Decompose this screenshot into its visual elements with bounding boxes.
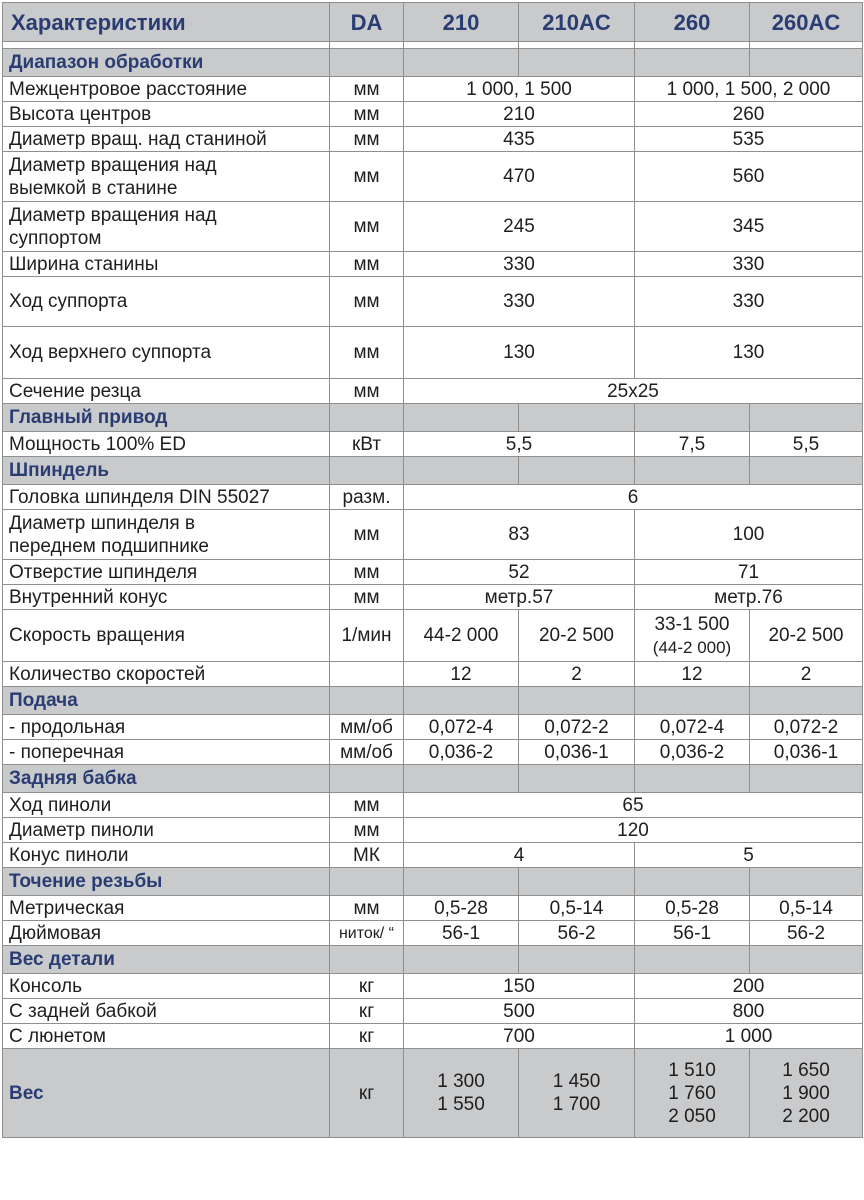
- row-unit: мм: [330, 585, 404, 610]
- row-label: Дюймовая: [3, 921, 330, 946]
- value-cell: 0,072-2: [750, 715, 863, 740]
- value-cell: 4: [404, 843, 635, 868]
- row-label: С люнетом: [3, 1024, 330, 1049]
- value-cell: 52: [404, 560, 635, 585]
- value-cell: 7,5: [635, 432, 750, 457]
- section-row: [3, 457, 863, 485]
- section-row: [3, 687, 863, 715]
- value-cell: 25x25: [404, 379, 863, 404]
- value-cell: 1 000: [635, 1024, 863, 1049]
- weight-row: [3, 1049, 863, 1138]
- row-label: - продольная: [3, 715, 330, 740]
- row-unit: мм: [330, 77, 404, 102]
- row-label: Мощность 100% ED: [3, 432, 330, 457]
- spacer-row: [3, 42, 863, 49]
- row-label: Скорость вращения: [3, 610, 330, 662]
- value-cell: 120: [404, 818, 863, 843]
- value-cell: 0,072-2: [519, 715, 635, 740]
- row-unit: кг: [330, 1049, 404, 1138]
- section-row: [3, 765, 863, 793]
- value-cell: 0,036-1: [750, 740, 863, 765]
- row-label: [3, 202, 330, 252]
- value-line: 33-1 500: [654, 613, 730, 635]
- table-row: [3, 510, 863, 560]
- value-line: (44-2 000): [652, 637, 732, 657]
- value-cell: 12: [635, 662, 750, 687]
- value-cell: 83: [404, 510, 635, 560]
- section-title: Точение резьбы: [3, 868, 330, 896]
- weight-label: Вес: [3, 1049, 330, 1138]
- row-unit: кВт: [330, 432, 404, 457]
- section-row: [3, 946, 863, 974]
- row-unit: мм: [330, 202, 404, 252]
- value-cell: 56-2: [750, 921, 863, 946]
- value-cell: 435: [404, 127, 635, 152]
- table-row: [3, 432, 863, 457]
- table-row: [3, 585, 863, 610]
- header-model-210ac: 210AC: [519, 3, 635, 42]
- value-cell: 700: [404, 1024, 635, 1049]
- row-unit: кг: [330, 999, 404, 1024]
- value-cell: 0,5-14: [519, 896, 635, 921]
- section-title: Диапазон обработки: [3, 49, 330, 77]
- value-cell: 500: [404, 999, 635, 1024]
- value-cell: 330: [404, 277, 635, 327]
- row-label: С задней бабкой: [3, 999, 330, 1024]
- value-cell: 0,036-2: [635, 740, 750, 765]
- table-row: [3, 77, 863, 102]
- value-line: 2 050: [668, 1105, 716, 1127]
- table-row: [3, 662, 863, 687]
- table-row: [3, 715, 863, 740]
- value-cell: метр.57: [404, 585, 635, 610]
- row-unit: ниток/ “: [330, 921, 404, 946]
- row-unit: мм/об: [330, 715, 404, 740]
- table-row: [3, 1024, 863, 1049]
- row-label: Диаметр вращ. над станиной: [3, 127, 330, 152]
- value-line: 1 450: [552, 1071, 601, 1092]
- value-line: 2 200: [782, 1105, 830, 1127]
- row-unit: мм: [330, 510, 404, 560]
- table-row: [3, 127, 863, 152]
- section-row: [3, 49, 863, 77]
- value-cell: 56-1: [635, 921, 750, 946]
- row-unit: мм: [330, 560, 404, 585]
- table-row: [3, 560, 863, 585]
- value-cell: 0,036-2: [404, 740, 519, 765]
- table-row: [3, 843, 863, 868]
- header-unit: DA: [330, 3, 404, 42]
- value-cell: 130: [635, 327, 863, 379]
- value-cell: 20-2 500: [519, 610, 635, 662]
- row-label: Межцентровое расстояние: [3, 77, 330, 102]
- value-cell: 5,5: [404, 432, 635, 457]
- value-cell: 5,5: [750, 432, 863, 457]
- section-title: Задняя бабка: [3, 765, 330, 793]
- row-unit: мм: [330, 379, 404, 404]
- value-cell: 535: [635, 127, 863, 152]
- header-model-210: 210: [404, 3, 519, 42]
- row-label: Метрическая: [3, 896, 330, 921]
- row-label: Диаметр пиноли: [3, 818, 330, 843]
- value-cell: [635, 1049, 750, 1138]
- table-row: [3, 152, 863, 202]
- row-label: Головка шпинделя DIN 55027: [3, 485, 330, 510]
- row-label: Высота центров: [3, 102, 330, 127]
- value-cell: 260: [635, 102, 863, 127]
- value-line: 1 510: [668, 1059, 716, 1081]
- value-line: 1 700: [552, 1094, 601, 1115]
- row-label: [3, 152, 330, 202]
- value-cell: 56-1: [404, 921, 519, 946]
- row-label: Отверстие шпинделя: [3, 560, 330, 585]
- value-cell: 1 000, 1 500: [404, 77, 635, 102]
- value-cell: 345: [635, 202, 863, 252]
- row-label: - поперечная: [3, 740, 330, 765]
- row-unit: [330, 662, 404, 687]
- row-unit: мм: [330, 252, 404, 277]
- row-unit: кг: [330, 974, 404, 999]
- value-cell: 210: [404, 102, 635, 127]
- value-cell: [750, 1049, 863, 1138]
- table-row: [3, 740, 863, 765]
- value-cell: 71: [635, 560, 863, 585]
- value-cell: 6: [404, 485, 863, 510]
- row-unit: МК: [330, 843, 404, 868]
- section-title: Шпиндель: [3, 457, 330, 485]
- row-unit: мм: [330, 327, 404, 379]
- row-label: Ход суппорта: [3, 277, 330, 327]
- section-row: [3, 868, 863, 896]
- row-label: Консоль: [3, 974, 330, 999]
- value-cell: 0,036-1: [519, 740, 635, 765]
- value-cell: 1 000, 1 500, 2 000: [635, 77, 863, 102]
- row-label: Количество скоростей: [3, 662, 330, 687]
- value-cell: 130: [404, 327, 635, 379]
- value-cell: 330: [404, 252, 635, 277]
- row-unit: мм: [330, 152, 404, 202]
- value-cell: 12: [404, 662, 519, 687]
- label-line: выемкой в станине: [9, 177, 178, 199]
- table-row: [3, 485, 863, 510]
- label-line: Диаметр вращения над: [9, 154, 217, 176]
- value-cell: 100: [635, 510, 863, 560]
- header-row: [3, 3, 863, 42]
- value-cell: 560: [635, 152, 863, 202]
- value-cell: 0,5-28: [635, 896, 750, 921]
- label-line: суппортом: [9, 227, 102, 249]
- value-cell: 56-2: [519, 921, 635, 946]
- table-row: [3, 327, 863, 379]
- row-unit: мм: [330, 127, 404, 152]
- value-cell: [519, 1049, 635, 1138]
- table-row: [3, 974, 863, 999]
- value-cell: 2: [519, 662, 635, 687]
- value-cell: 150: [404, 974, 635, 999]
- value-cell: метр.76: [635, 585, 863, 610]
- row-label: Ход верхнего суппорта: [3, 327, 330, 379]
- table-row: [3, 102, 863, 127]
- row-label: Сечение резца: [3, 379, 330, 404]
- row-label: Ход пиноли: [3, 793, 330, 818]
- table-row: [3, 379, 863, 404]
- row-unit: мм: [330, 102, 404, 127]
- value-cell: 20-2 500: [750, 610, 863, 662]
- value-cell: 44-2 000: [404, 610, 519, 662]
- table-row: [3, 896, 863, 921]
- value-cell: 800: [635, 999, 863, 1024]
- label-line: Диаметр вращения над: [9, 204, 217, 226]
- value-line: 1 900: [782, 1082, 830, 1104]
- spec-table: [2, 2, 863, 1138]
- row-unit: 1/мин: [330, 610, 404, 662]
- value-cell: 65: [404, 793, 863, 818]
- row-unit: мм: [330, 277, 404, 327]
- table-row: [3, 277, 863, 327]
- value-cell: 0,072-4: [635, 715, 750, 740]
- row-unit: кг: [330, 1024, 404, 1049]
- row-unit: мм/об: [330, 740, 404, 765]
- value-cell: 470: [404, 152, 635, 202]
- value-cell: 245: [404, 202, 635, 252]
- value-cell: 200: [635, 974, 863, 999]
- table-row: [3, 818, 863, 843]
- table-row: [3, 999, 863, 1024]
- row-unit: мм: [330, 818, 404, 843]
- value-line: 1 650: [782, 1059, 830, 1081]
- header-model-260: 260: [635, 3, 750, 42]
- row-label: Ширина станины: [3, 252, 330, 277]
- value-cell: 330: [635, 252, 863, 277]
- row-unit: мм: [330, 896, 404, 921]
- value-cell: [635, 610, 750, 662]
- header-characteristics: Характеристики: [3, 3, 330, 42]
- table-row: [3, 793, 863, 818]
- section-title: Главный привод: [3, 404, 330, 432]
- value-line: 1 300: [437, 1071, 485, 1092]
- row-label: Внутренний конус: [3, 585, 330, 610]
- value-cell: 0,5-14: [750, 896, 863, 921]
- label-line: переднем подшипнике: [9, 535, 209, 557]
- row-unit: мм: [330, 793, 404, 818]
- value-line: 1 550: [437, 1094, 485, 1115]
- section-title: Вес детали: [3, 946, 330, 974]
- row-unit: разм.: [330, 485, 404, 510]
- table-row: [3, 202, 863, 252]
- value-cell: 2: [750, 662, 863, 687]
- table-row: [3, 921, 863, 946]
- value-cell: 0,5-28: [404, 896, 519, 921]
- value-cell: 330: [635, 277, 863, 327]
- section-title: Подача: [3, 687, 330, 715]
- label-line: Диаметр шпинделя в: [9, 512, 196, 534]
- value-cell: 5: [635, 843, 863, 868]
- table-row: [3, 610, 863, 662]
- value-line: 1 760: [668, 1082, 716, 1104]
- value-cell: [404, 1049, 519, 1138]
- row-label: [3, 510, 330, 560]
- row-label: Конус пиноли: [3, 843, 330, 868]
- header-model-260ac: 260AC: [750, 3, 863, 42]
- section-row: [3, 404, 863, 432]
- value-cell: 0,072-4: [404, 715, 519, 740]
- table-row: [3, 252, 863, 277]
